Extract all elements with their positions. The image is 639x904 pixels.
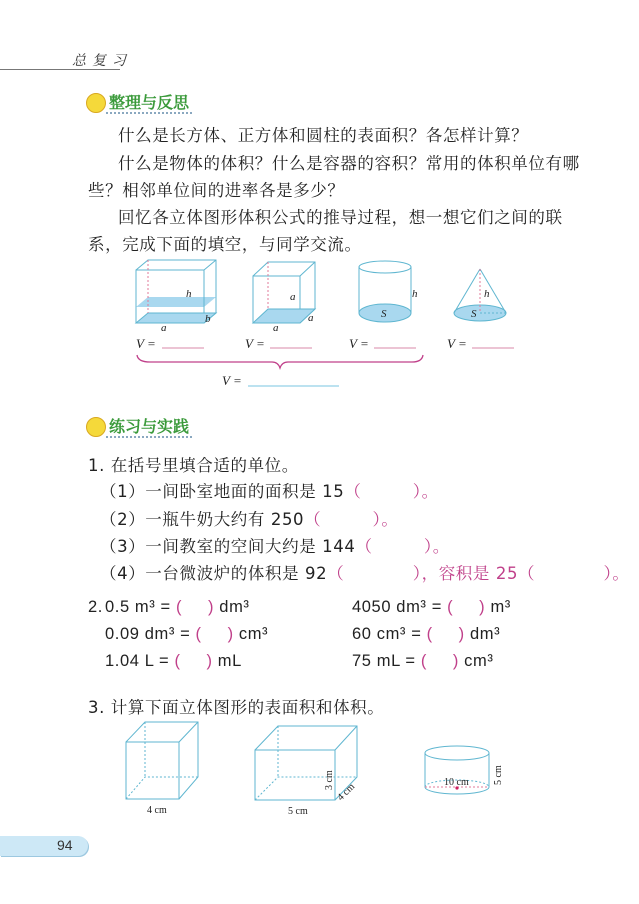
combined-formula-label: V = (222, 373, 242, 388)
label-b: b (205, 313, 211, 325)
formula-label: V = (136, 336, 156, 351)
cube-figure (253, 262, 315, 323)
paragraph: 什么是长方体、正方体和圆柱的表面积？各怎样计算？ (118, 126, 529, 145)
question-1-item: （3）一间教室的空间大约是 144（ ）。 (100, 537, 450, 556)
conversion-item: 4050 dm³ = ( ) m³ (352, 598, 511, 616)
cylinder-diameter-label: 10 cm (444, 777, 469, 788)
answer-blank[interactable]: （ (518, 564, 604, 583)
question-3-prompt: 3. 计算下面立体图形的表面积和体积。 (88, 698, 385, 717)
page-number-tab (0, 836, 88, 856)
answer-blank[interactable]: ( ) (447, 598, 486, 616)
cuboid-height-label: 3 cm (324, 770, 335, 790)
conversion-item: 1.04 L = ( ) mL (105, 652, 242, 670)
paragraph: 回忆各立体图形体积公式的推导过程，想一想它们之间的联 (118, 208, 563, 227)
page-number: 94 (57, 837, 73, 853)
cylinder-height-label: 5 cm (493, 765, 504, 785)
cuboid-length-label: 5 cm (288, 806, 308, 817)
label-h: h (412, 288, 418, 300)
question-1-prompt: 1. 在括号里填合适的单位。 (88, 456, 299, 475)
label-a: a (273, 322, 279, 334)
question-1-item: （1）一间卧室地面的面积是 15（ ）。 (100, 482, 439, 501)
conversion-item: 60 cm³ = ( ) dm³ (352, 625, 501, 643)
cuboid-width-label: 4 cm (335, 781, 358, 804)
brace (137, 355, 423, 368)
conversion-item: 0.09 dm³ = ( ) cm³ (105, 625, 269, 643)
label-a: a (290, 291, 296, 303)
chapter-title: 总复习 (72, 53, 132, 69)
answer-blank[interactable]: ( ) (174, 652, 213, 670)
answer-blank[interactable]: ( ) (195, 625, 234, 643)
section-title-practice: 练习与实践 (109, 417, 190, 436)
section-title-review: 整理与反思 (109, 93, 190, 112)
question-1-item: （2）一瓶牛奶大约有 250（ ）。 (100, 510, 399, 529)
answer-blank[interactable]: ( ) (420, 652, 459, 670)
cuboid-figure (136, 260, 216, 323)
answer-blank[interactable]: ( ) (175, 598, 215, 616)
answer-blank[interactable]: （ (304, 510, 373, 529)
label-a: a (161, 322, 167, 334)
answer-blank[interactable]: ( ) (426, 625, 465, 643)
paragraph: 什么是物体的体积？什么是容器的容积？常用的体积单位有哪 (118, 154, 580, 173)
label-h: h (186, 288, 192, 300)
answer-blank[interactable]: （ (344, 482, 413, 501)
label-s: S (381, 308, 387, 320)
label-h: h (484, 288, 490, 300)
answer-blank[interactable]: （ (355, 537, 424, 556)
question-2-number: 2. (88, 598, 103, 616)
cube-edge-label: 4 cm (147, 805, 167, 816)
question-1-item: （4）一台微波炉的体积是 92（ ），容积是 25（ ）。 (100, 564, 630, 583)
conversion-item: 0.5 m³ = ( ) dm³ (105, 598, 250, 616)
q3-cube-figure (126, 722, 198, 799)
answer-blank[interactable]: （ (327, 564, 413, 583)
chick-mascot-icon (86, 417, 106, 437)
formula-label: V = (245, 336, 265, 351)
label-s: S (471, 308, 477, 320)
paragraph: 系，完成下面的填空，与同学交流。 (88, 235, 362, 254)
cone-figure (454, 269, 506, 321)
conversion-item: 75 mL = ( ) cm³ (352, 652, 494, 670)
formula-label: V = (349, 336, 369, 351)
section-underline (106, 432, 192, 438)
paragraph: 些？相邻单位间的进率各是多少？ (88, 181, 345, 200)
label-a: a (308, 312, 314, 324)
formula-label: V = (447, 336, 467, 351)
